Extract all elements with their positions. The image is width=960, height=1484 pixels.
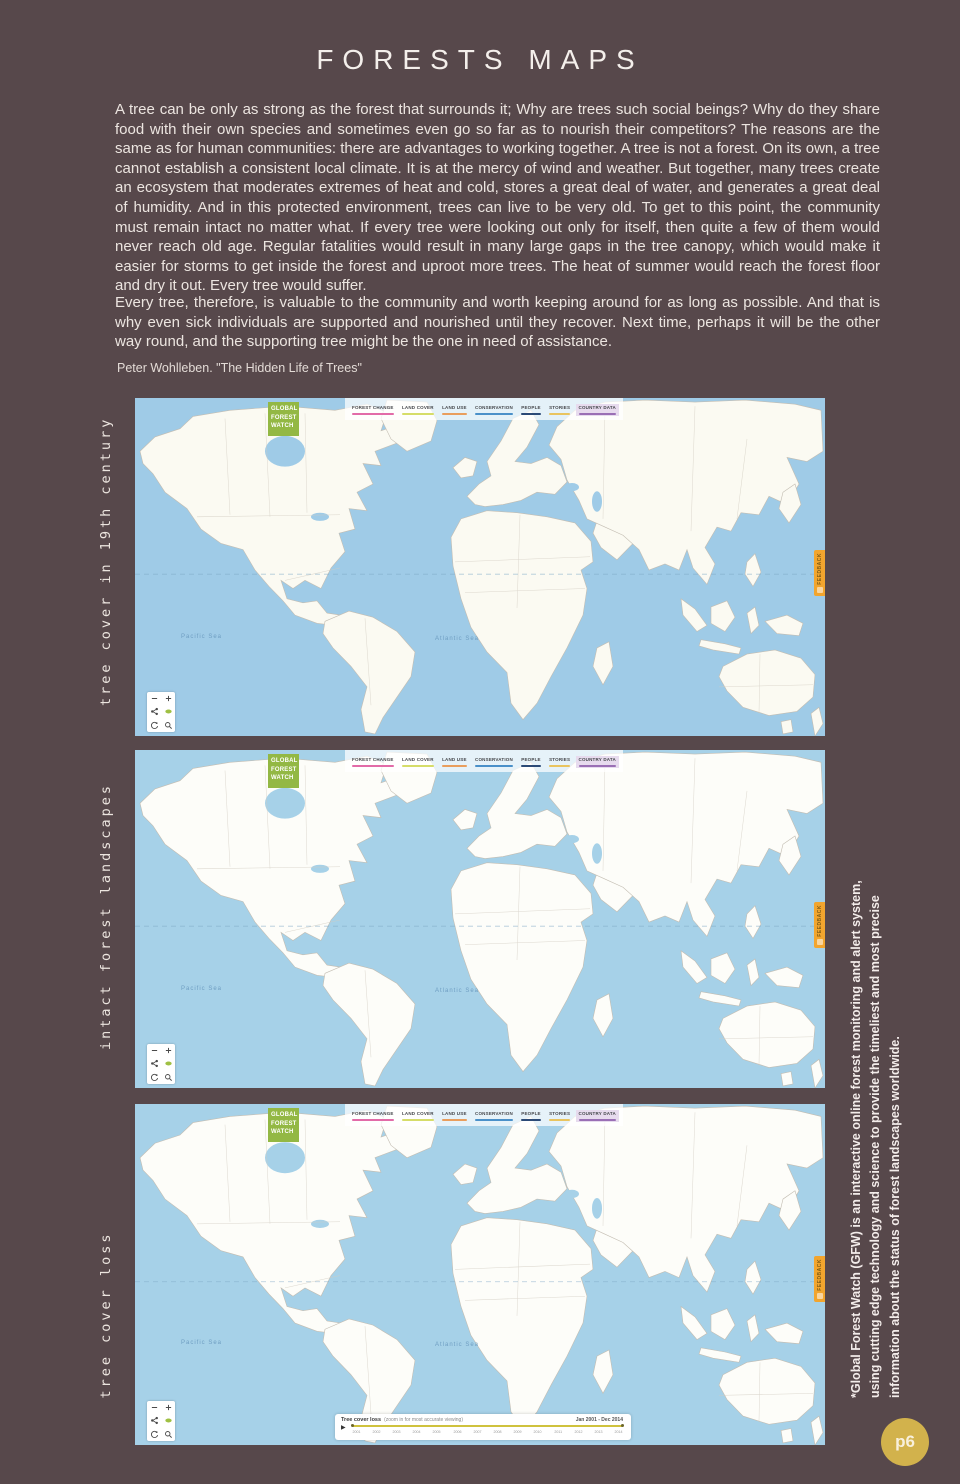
- timeline-year: 2008: [493, 1429, 502, 1434]
- nav-tab-stories[interactable]: [546, 756, 573, 768]
- nav-tab-people[interactable]: [518, 404, 543, 416]
- share-button[interactable]: [147, 705, 161, 718]
- nav-tab-underline: [402, 1119, 434, 1121]
- gfw-logo-line: WATCH: [271, 1129, 294, 1135]
- gfw-logo-line: WATCH: [271, 423, 294, 429]
- zoom-out-button[interactable]: [147, 1401, 161, 1414]
- nav-tab-people[interactable]: [518, 756, 543, 768]
- gfw-logo-line: FOREST: [271, 766, 297, 773]
- quote-attribution: Peter Wohlleben. "The Hidden Life of Trees": [117, 361, 362, 375]
- nav-tab-underline: [579, 413, 616, 415]
- second-paragraph: Every tree, therefore, is valuable to the community and worth keeping around for as long as possible. And that is why even sick individuals are supported and nourished until they recover. Next time, perhaps it will be the other way round, and the supporting tree might be the one in need of assistance.: [115, 294, 880, 351]
- nav-tab-land-cover[interactable]: [399, 756, 437, 768]
- timeline-year: 2014: [614, 1429, 623, 1434]
- nav-tab-label: CONSERVATION: [475, 757, 513, 762]
- nav-tab-label: STORIES: [549, 757, 571, 762]
- nav-tab-underline: [402, 765, 434, 767]
- nav-tab-underline: [442, 1119, 467, 1121]
- timeline-title: Tree cover loss: [341, 1417, 382, 1423]
- page-number: p6: [895, 1432, 915, 1451]
- gfw-logo-line: GLOBAL: [271, 1112, 298, 1118]
- gfw-logo-line: FOREST: [271, 414, 297, 421]
- feedback-label: FEEDBACK: [816, 553, 823, 585]
- gfw-logo[interactable]: [268, 1108, 299, 1142]
- ocean-label-pacific: Pacific Sea: [181, 986, 223, 992]
- nav-tab-label: PEOPLE: [521, 757, 541, 762]
- nav-tab-underline: [549, 765, 570, 767]
- share-button[interactable]: [147, 1414, 161, 1427]
- refresh-button[interactable]: [147, 719, 161, 732]
- feedback-label: FEEDBACK: [816, 905, 823, 937]
- map-controls: [147, 692, 175, 732]
- map-controls: [147, 1044, 175, 1084]
- nav-tab-label: PEOPLE: [521, 1111, 541, 1116]
- ocean-label-atlantic: Atlantic Sea: [435, 636, 480, 642]
- timeline-year: 2004: [412, 1429, 421, 1434]
- nav-tab-label: CONSERVATION: [475, 405, 513, 410]
- feedback-tab[interactable]: [814, 1256, 825, 1302]
- timeline-year: 2010: [533, 1429, 542, 1434]
- gfw-logo[interactable]: [268, 754, 299, 788]
- nav-tab-label: COUNTRY DATA: [578, 1111, 616, 1116]
- ocean-label-pacific: Pacific Sea: [181, 634, 223, 640]
- nav-tab-stories[interactable]: [546, 404, 573, 416]
- tree-cover-loss-timeline[interactable]: [335, 1414, 631, 1440]
- gfw-logo-line: GLOBAL: [271, 406, 298, 412]
- timeline-year: 2006: [453, 1429, 462, 1434]
- nav-tab-underline: [579, 1119, 616, 1121]
- nav-tab-land-cover[interactable]: [399, 404, 437, 416]
- timeline-range: Jan 2001 - Dec 2014: [575, 1417, 623, 1423]
- nav-tab-label: LAND COVER: [401, 757, 434, 762]
- map-label-tree-cover-loss: tree cover loss: [98, 1231, 114, 1399]
- feedback-icon: [817, 939, 823, 945]
- layers-toggle[interactable]: [161, 705, 175, 718]
- nav-tab-label: LAND USE: [442, 405, 467, 410]
- world-map[interactable]: [135, 750, 825, 1088]
- timeline-year: 2011: [554, 1429, 562, 1434]
- nav-tab-underline: [549, 1119, 570, 1121]
- feedback-tab[interactable]: [814, 902, 825, 948]
- layers-toggle[interactable]: [161, 1414, 175, 1427]
- zoom-out-button[interactable]: [147, 1044, 161, 1057]
- map-tree-cover-19th-century[interactable]: [135, 398, 825, 736]
- search-button[interactable]: [161, 1071, 175, 1084]
- map-controls: [147, 1401, 175, 1441]
- search-button[interactable]: [161, 719, 175, 732]
- map-intact-forest-landscapes[interactable]: [135, 750, 825, 1088]
- nav-tab-land-cover[interactable]: [399, 1110, 437, 1122]
- feedback-tab[interactable]: [814, 550, 825, 596]
- nav-tab-underline: [579, 765, 616, 767]
- ocean-label-atlantic: Atlantic Sea: [435, 1342, 480, 1348]
- timeline-year: 2007: [473, 1429, 482, 1434]
- nav-tab-underline: [352, 413, 394, 415]
- nav-tab-label: FOREST CHANGE: [352, 1111, 394, 1116]
- nav-tab-land-use[interactable]: [439, 1110, 470, 1122]
- nav-tab-label: LAND COVER: [401, 405, 434, 410]
- timeline-year: 2009: [513, 1429, 522, 1434]
- share-button[interactable]: [147, 1057, 161, 1070]
- ocean-label-pacific: Pacific Sea: [181, 1340, 223, 1346]
- nav-tab-country-data[interactable]: [576, 404, 619, 416]
- gfw-logo-line: FOREST: [271, 1120, 297, 1127]
- gfw-nav-tabs: [345, 398, 623, 420]
- nav-tab-underline: [442, 765, 467, 767]
- nav-tab-land-use[interactable]: [439, 404, 470, 416]
- nav-tab-underline: [352, 1119, 394, 1121]
- refresh-button[interactable]: [147, 1428, 161, 1441]
- timeline-year: 2013: [594, 1429, 603, 1434]
- nav-tab-underline: [475, 1119, 513, 1121]
- page-title: FORESTS MAPS: [316, 44, 644, 75]
- nav-tab-conservation[interactable]: [472, 756, 516, 768]
- nav-tab-conservation[interactable]: [472, 404, 516, 416]
- nav-tab-country-data[interactable]: [576, 1110, 619, 1122]
- nav-tab-country-data[interactable]: [576, 756, 619, 768]
- nav-tab-label: FOREST CHANGE: [352, 757, 394, 762]
- feedback-label: FEEDBACK: [816, 1259, 823, 1291]
- gfw-logo-line: GLOBAL: [271, 758, 298, 764]
- nav-tab-people[interactable]: [518, 1110, 543, 1122]
- gfw-nav-tabs: [345, 750, 623, 772]
- map-label-tree-cover-19th-century: tree cover in 19th century: [98, 416, 114, 706]
- nav-tab-forest-change[interactable]: [349, 756, 397, 768]
- nav-tab-label: COUNTRY DATA: [578, 757, 616, 762]
- nav-tab-forest-change[interactable]: [349, 1110, 397, 1122]
- map-tree-cover-loss[interactable]: [135, 1104, 825, 1445]
- zoom-in-button[interactable]: [161, 692, 175, 705]
- timeline-year: 2005: [432, 1429, 441, 1434]
- gfw-logo-line: WATCH: [271, 775, 294, 781]
- nav-tab-underline: [521, 1119, 540, 1121]
- zoom-in-button[interactable]: [161, 1401, 175, 1414]
- nav-tab-conservation[interactable]: [472, 1110, 516, 1122]
- refresh-button[interactable]: [147, 1071, 161, 1084]
- nav-tab-underline: [521, 765, 540, 767]
- gfw-nav-tabs: [345, 1104, 623, 1126]
- timeline-subtitle: (zoom in for most accurate viewing): [384, 1417, 463, 1423]
- nav-tab-forest-change[interactable]: [349, 404, 397, 416]
- nav-tab-underline: [402, 413, 434, 415]
- nav-tab-underline: [521, 413, 540, 415]
- ocean-label-atlantic: Atlantic Sea: [435, 988, 480, 994]
- timeline-slider[interactable]: [352, 1425, 623, 1427]
- gfw-logo[interactable]: [268, 402, 299, 436]
- timeline-play-button[interactable]: ▶: [341, 1425, 346, 1431]
- timeline-year: 2012: [574, 1429, 583, 1434]
- nav-tab-land-use[interactable]: [439, 756, 470, 768]
- nav-tab-label: STORIES: [549, 405, 571, 410]
- nav-tab-underline: [475, 765, 513, 767]
- nav-tab-label: CONSERVATION: [475, 1111, 513, 1116]
- nav-tab-label: FOREST CHANGE: [352, 405, 394, 410]
- nav-tab-label: PEOPLE: [521, 405, 541, 410]
- nav-tab-label: LAND USE: [442, 1111, 467, 1116]
- timeline-year: 2002: [372, 1429, 381, 1434]
- nav-tab-underline: [549, 413, 570, 415]
- layers-toggle[interactable]: [161, 1057, 175, 1070]
- search-button[interactable]: [161, 1428, 175, 1441]
- page-number-badge: [881, 1418, 929, 1466]
- zoom-in-button[interactable]: [161, 1044, 175, 1057]
- map-label-intact-forest-landscapes: intact forest landscapes: [98, 782, 114, 1050]
- world-map[interactable]: [135, 398, 825, 736]
- nav-tab-underline: [442, 413, 467, 415]
- world-map[interactable]: [135, 1104, 825, 1445]
- timeline-year: 2003: [392, 1429, 401, 1434]
- nav-tab-underline: [475, 413, 513, 415]
- feedback-icon: [817, 587, 823, 593]
- intro-paragraph: A tree can be only as strong as the forest that surrounds it; Why are trees such social beings? Why do they share food with their own species and sometimes even go so far as to nourish their competitors? The reasons are the same as for human communities: there are advantages to working together. A tree is not a forest. On its own, a tree cannot establish a consistent local climate. It is at the mercy of wind and weather. But together, many trees create an ecosystem that moderates extremes of heat and cold, stores a great deal of water, and generates a great deal of humidity. And in this protected environment, trees can live to be very old. To get to this point, the community must remain intact no matter what. If every tree were looking out only for itself, then quite a few of them would never reach old age. Regular fatalities would result in many large gaps in the tree canopy, which would make it easier for storms to get inside the forest and uproot more trees. The heat of summer would reach the forest floor and dry it out. Every tree would suffer.: [115, 101, 880, 295]
- nav-tab-stories[interactable]: [546, 1110, 573, 1122]
- timeline-years: [352, 1429, 623, 1434]
- feedback-icon: [817, 1293, 823, 1299]
- nav-tab-underline: [352, 765, 394, 767]
- nav-tab-label: LAND USE: [442, 757, 467, 762]
- timeline-year: 2001: [352, 1429, 361, 1434]
- nav-tab-label: COUNTRY DATA: [578, 405, 616, 410]
- nav-tab-label: LAND COVER: [401, 1111, 434, 1116]
- zoom-out-button[interactable]: [147, 692, 161, 705]
- nav-tab-label: STORIES: [549, 1111, 571, 1116]
- gfw-side-note: *Global Forest Watch (GFW) is an interactive online forest monitoring and alert system, using cutting edge technology and science to provide the timeliest and most precise information about the status of forest landscapes worldwide.: [849, 880, 902, 1398]
